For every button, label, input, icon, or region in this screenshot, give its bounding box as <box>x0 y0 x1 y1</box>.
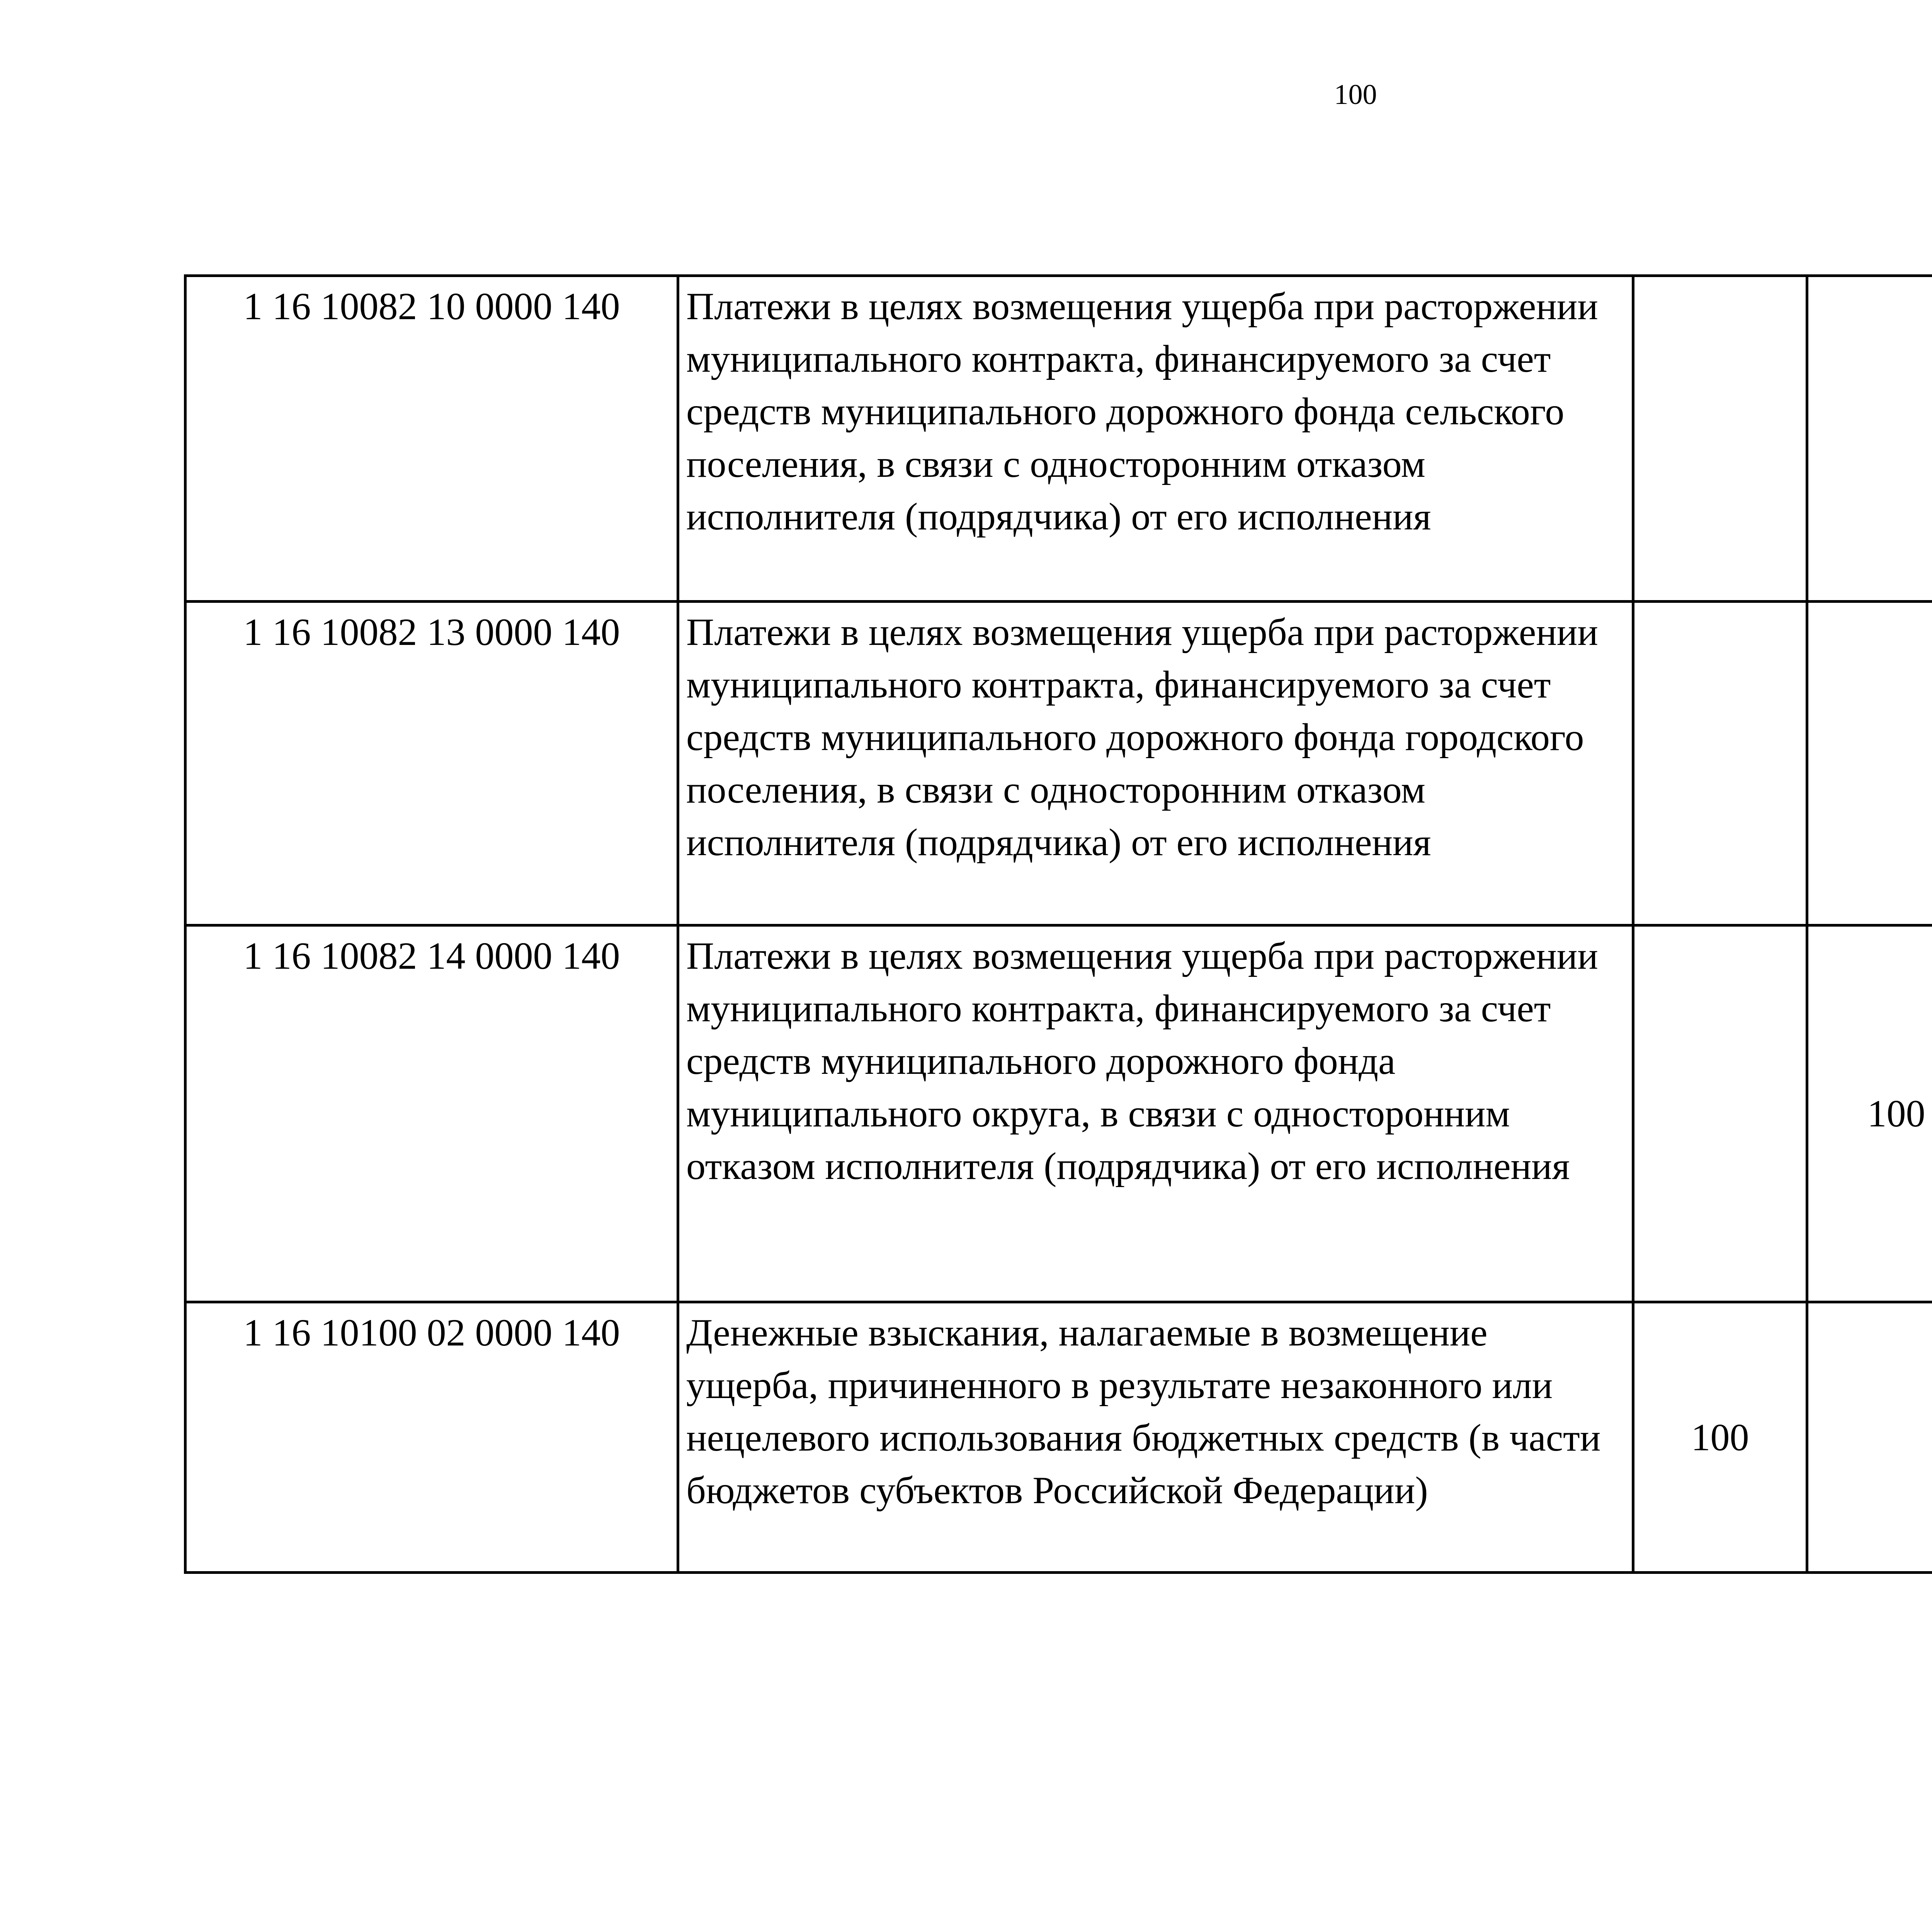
value-cell: 100 <box>1633 1302 1807 1573</box>
value-cell <box>1633 602 1807 925</box>
table-row <box>185 925 1932 1302</box>
table-row <box>185 602 1932 925</box>
revenue-code-cell: 1 16 10082 10 0000 140 <box>185 276 678 602</box>
value-cell: 100 <box>1807 925 1932 1302</box>
value-cell <box>1807 1302 1932 1573</box>
table-row <box>185 1302 1932 1573</box>
revenue-name-cell: Платежи в целях возмещения ущерба при расторжении муниципального контракта, финансируемого за счет средств муниципального дорожного фонда муниципального округа, в связи с односторонним отказом исполнителя (подрядчика) от его исполнения <box>678 925 1633 1302</box>
revenue-distribution-table <box>184 274 1932 1574</box>
revenue-name-cell: Платежи в целях возмещения ущерба при расторжении муниципального контракта, финансируемого за счет средств муниципального дорожного фонда сельского поселения, в связи с односторонним отказом исполнителя (подрядчика) от его исполнения <box>678 276 1633 602</box>
page-number: 100 <box>1334 79 1377 111</box>
value-cell <box>1633 925 1807 1302</box>
revenue-name-cell: Платежи в целях возмещения ущерба при расторжении муниципального контракта, финансируемого за счет средств муниципального дорожного фонда городского поселения, в связи с односторонним отказом исполнителя (подрядчика) от его исполнения <box>678 602 1633 925</box>
revenue-code-cell: 1 16 10100 02 0000 140 <box>185 1302 678 1573</box>
revenue-code-cell: 1 16 10082 14 0000 140 <box>185 925 678 1302</box>
value-cell <box>1807 276 1932 602</box>
table-row <box>185 276 1932 602</box>
revenue-code-cell: 1 16 10082 13 0000 140 <box>185 602 678 925</box>
value-cell <box>1633 276 1807 602</box>
value-cell <box>1807 602 1932 925</box>
revenue-name-cell: Денежные взыскания, налагаемые в возмещение ущерба, причиненного в результате незаконного или нецелевого использования бюджетных средств (в части бюджетов субъектов Российской Федерации) <box>678 1302 1633 1573</box>
